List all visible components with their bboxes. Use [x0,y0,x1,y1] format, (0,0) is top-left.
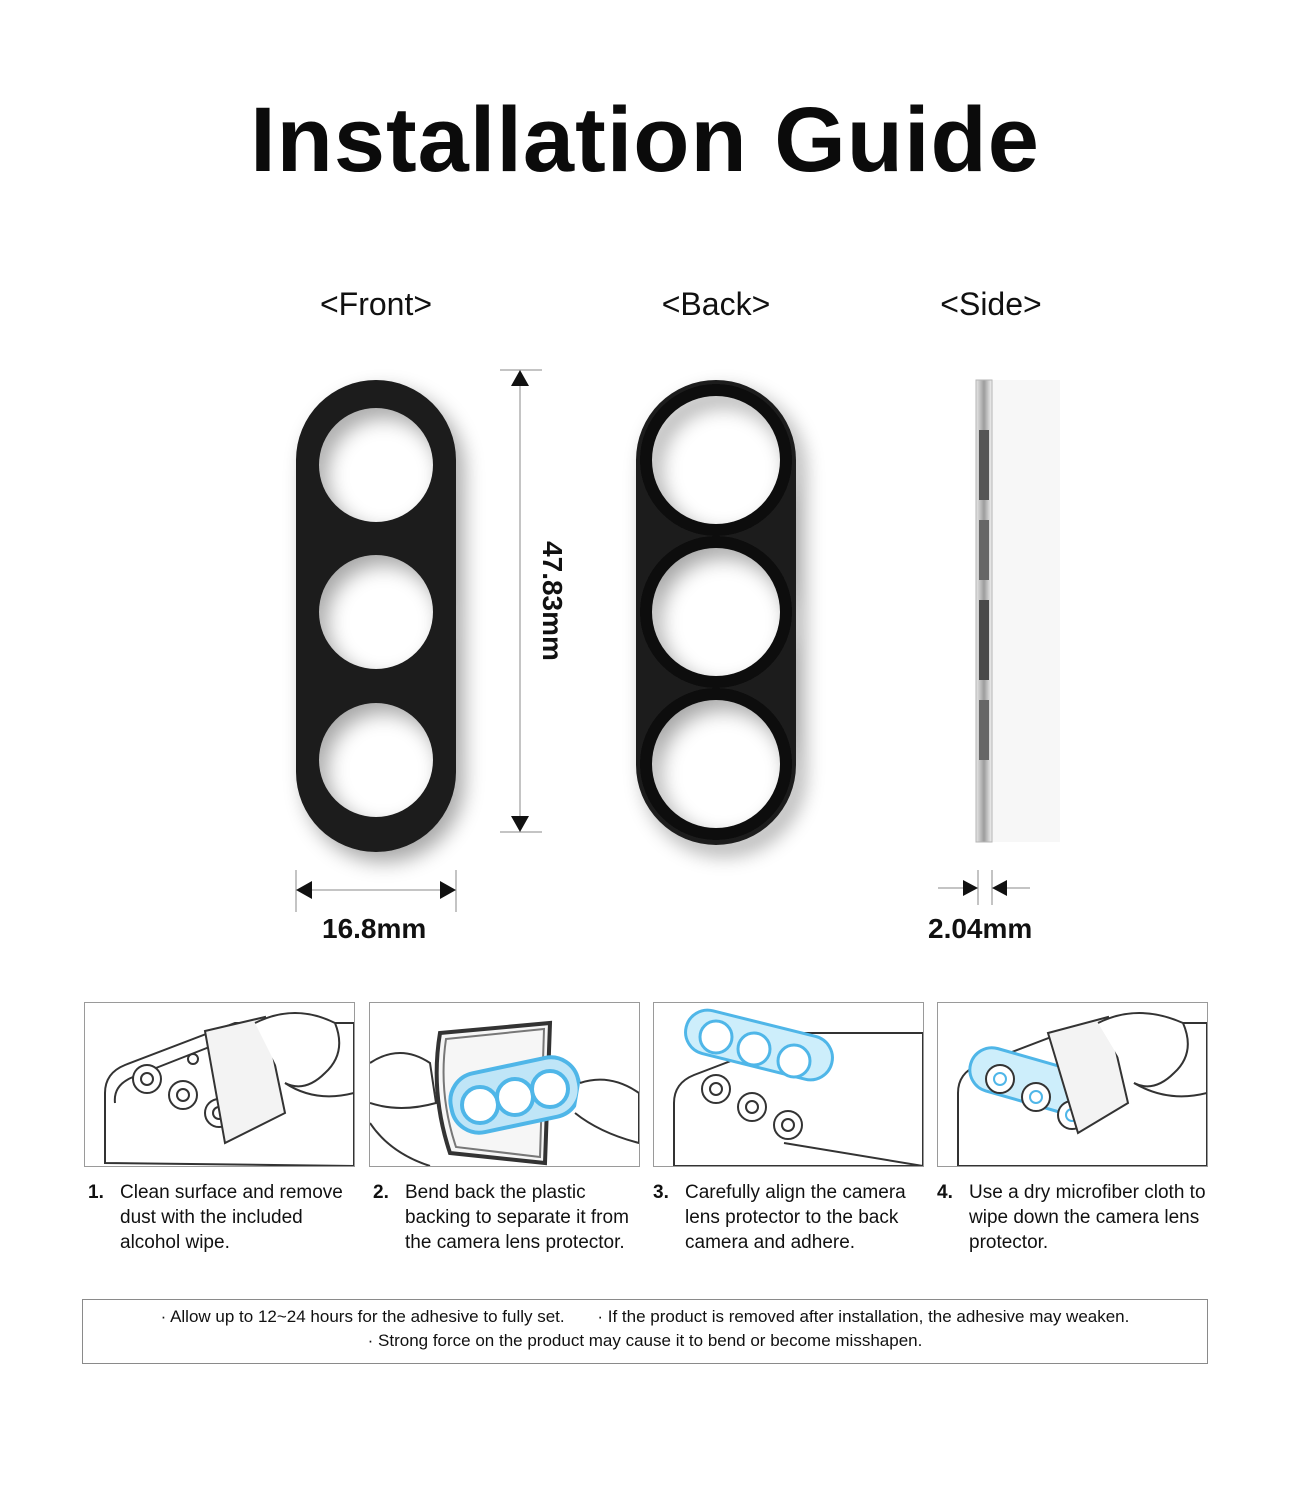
step-number: 2. [373,1182,389,1203]
side-view-label: <Side> [940,286,1042,322]
step-1-illustration [84,1002,355,1167]
note-adhesive-set: · Allow up to 12~24 hours for the adhesive to fully set. [160,1307,565,1326]
step-text: Bend back the plastic backing to separate it from the camera lens protector. [405,1182,629,1253]
step-3-illustration [653,1002,924,1167]
thickness-dimension-line [938,870,1030,905]
step-text: Use a dry microfiber cloth to wipe down the camera lens protector. [969,1182,1206,1253]
step-2-illustration [369,1002,640,1167]
step-text: Clean surface and remove dust with the included alcohol wipe. [120,1182,343,1253]
step-number: 1. [88,1182,104,1203]
note-adhesive-weaken: · If the product is removed after installation, the adhesive may weaken. [597,1307,1130,1326]
back-view-label: <Back> [661,286,771,322]
side-protector [976,380,1060,842]
thickness-dimension: 2.04mm [928,913,1033,944]
step-number: 4. [937,1182,953,1203]
step-4-illustration [937,1002,1208,1167]
front-protector [296,380,456,852]
back-protector [636,380,796,845]
note-strong-force: · Strong force on the product may cause it to bend or become misshapen. [367,1331,923,1350]
notes-box [82,1299,1208,1364]
page-title: Installation Guide [250,89,1040,191]
step-number: 3. [653,1182,669,1203]
step-text: Carefully align the camera lens protector to the back camera and adhere. [685,1182,906,1253]
width-dimension-line [296,870,456,912]
front-view-label: <Front> [319,286,433,322]
width-dimension: 16.8mm [322,913,427,944]
